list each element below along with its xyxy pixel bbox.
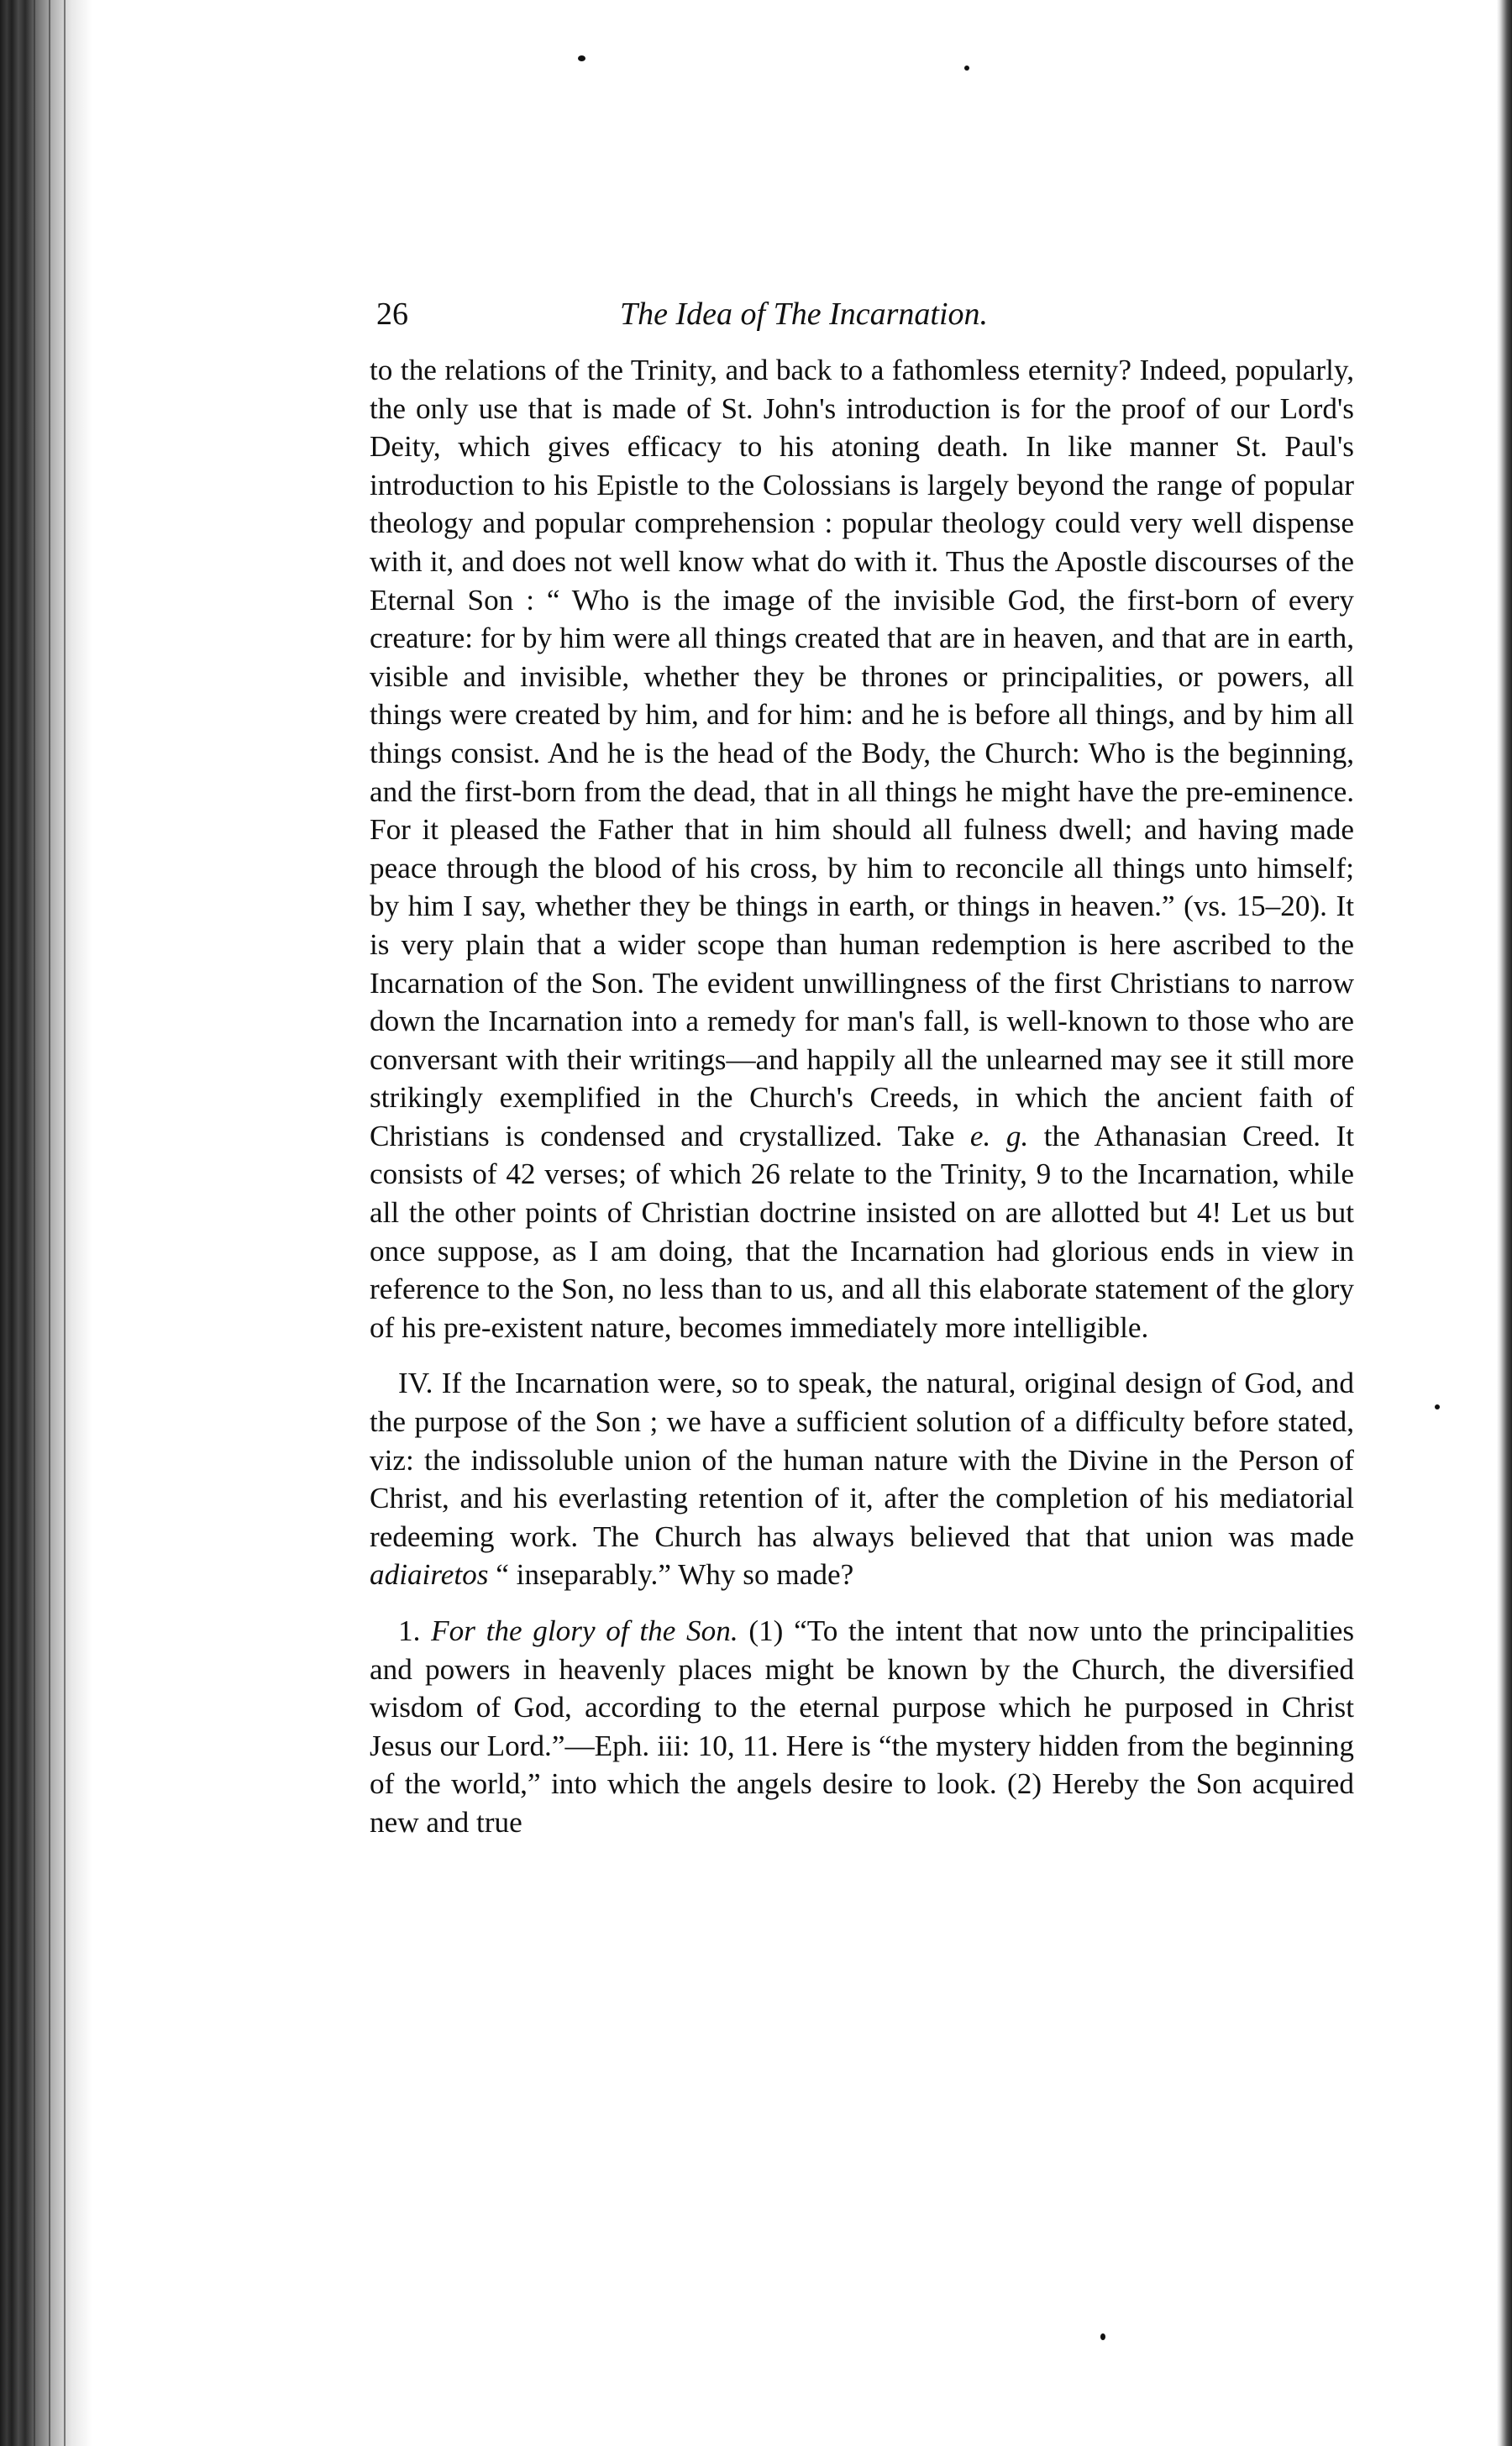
binding-line [34, 0, 35, 2446]
page-edge-shadow [1497, 0, 1512, 2446]
ink-speck [1100, 2333, 1105, 2340]
body-text [370, 351, 1354, 1842]
running-title: The Idea of The Incarnation. [620, 297, 989, 332]
ink-speck [964, 66, 969, 71]
binding-line [64, 0, 66, 2446]
greek-term: adiairetos [370, 1558, 489, 1592]
paragraph-1-take: Take [897, 1119, 955, 1152]
paragraph-2-text: IV. If the Incarnation were, so to speak, the natural, original design of God, and the purpose of the Son ; we have a sufficient solution of a difficulty before stated, viz: the indissoluble union of the human nature with the Divine in the Person of Christ, and his everlasting retention of it, after the completion of his mediatorial redeeming work. The Church has always believed that that union was made [370, 1367, 1354, 1553]
paragraph-1-rest: the Athanasian Creed. It consists of 42 verses; of which 26 relate to the Trinity, 9 to the Incarnation, while all the other points of Christian doctrine insisted on are allotted but 4! Let us but once suppose, as I am doing, that the Incarnation had glorious ends in view in reference to the Son, no less than to us, and all this elaborate statement of the glory of his pre-existent nature, becomes immediately more intelligible. [370, 1119, 1355, 1344]
paragraph-3 [370, 1612, 1354, 1842]
page-number: 26 [376, 297, 408, 332]
page-header [376, 296, 1352, 334]
paragraph-3-text: (1) “To the intent that now unto the principalities and powers in heavenly places might be known by the Church, the diversified wisdom of God, according to the eternal purpose which he purposed in Christ Jesus our Lord.”—Eph. iii: 10, 11. Here is “the mystery hidden from the beginning of the world,” into which the angels desire to look. (2) Hereby the Son acquired new and true [370, 1614, 1355, 1839]
paragraph-2-end: “ inseparably.” Why so made? [496, 1558, 854, 1592]
binding-line [49, 0, 50, 2446]
paragraph-1 [370, 351, 1354, 1346]
section-heading: For the glory of the Son. [431, 1614, 738, 1647]
paragraph-1-eg: e. g. [969, 1119, 1029, 1152]
paragraph-1-text: to the relations of the Trinity, and back to a fathomless eternity? Indeed, popularly, the only use that is made of St. John's introduction is for the proof of our Lord's Deity, which gives efficacy to his atoning death. In like manner St. Paul's introduction to his Epistle to the Colossians is largely beyond the range of popular theology and popular comprehension : popular theology could very well dispense with it, and does not well know what do with it. Thus the Apostle discourses of the Eternal Son : “ Who is the image of the invisible God, the first-born of every creature: for by him were all things created that are in heaven, and that are in earth, visible and invisible, whether they be thrones or principalities, or powers, all things were created by him, and for him: and he is before all things, and by him all things consist. And he is the head of the Body, the Church: Who is the beginning, and the first-born from the dead, that in all things he might have the pre-eminence. For it pleased the Father that in him should all fulness dwell; and having made peace through the blood of his cross, by him to reconcile all things unto himself; by him I say, whether they be things in earth, or things in heaven.” (vs. 15–20). It is very plain that a wider scope than human redemption is here ascribed to the Incarnation of the Son. The evident unwillingness of the first Christians to narrow down the Incarnation into a remedy for man's fall, is well-known to those who are conversant with their writings—and happily all the unlearned may see it still more strikingly exemplified in the Church's Creeds, in which the ancient faith of Christians is condensed and crystallized. [370, 354, 1354, 1152]
ink-speck [578, 55, 585, 61]
book-gutter-shadow [0, 0, 92, 2446]
section-number: 1. [398, 1614, 421, 1647]
ink-speck [1435, 1404, 1440, 1409]
paragraph-2 [370, 1364, 1354, 1594]
